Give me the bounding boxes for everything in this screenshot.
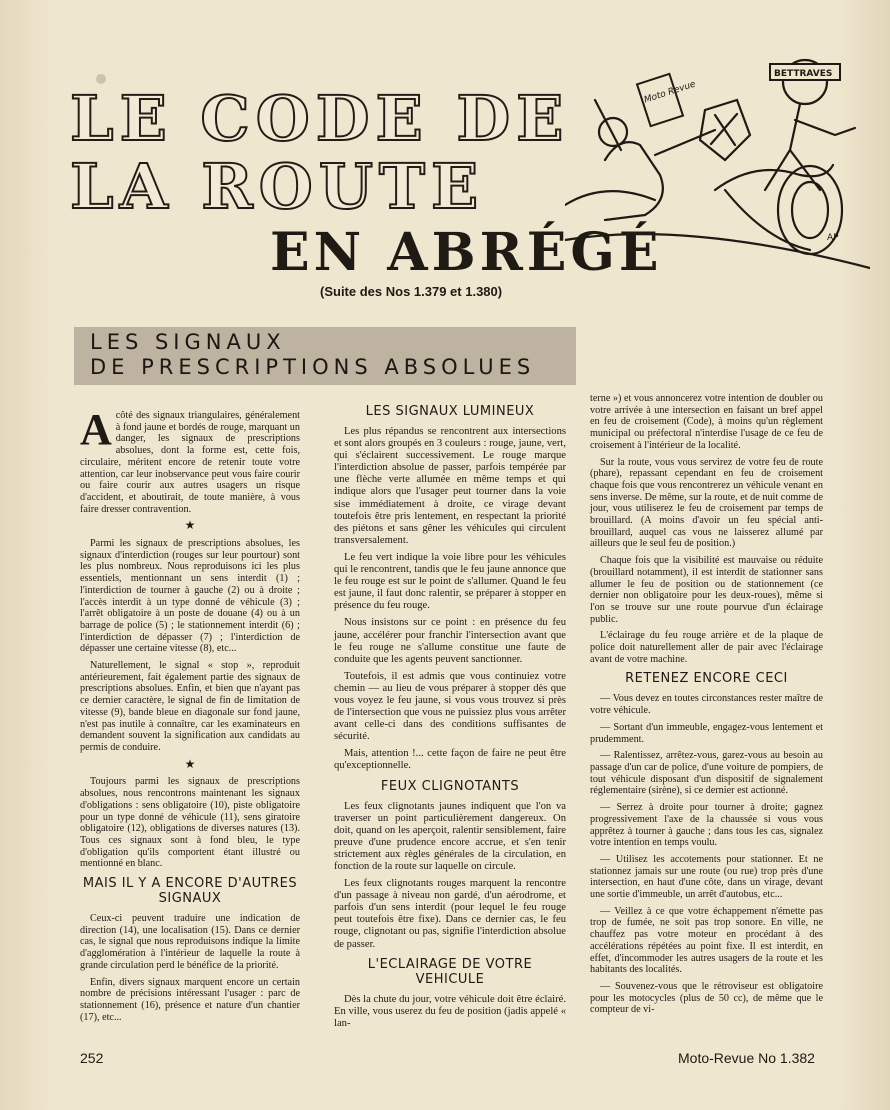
- paragraph: Enfin, divers signaux marquent encore un certain nombre de précisions intéressant l'usager : parc de stationnement (16), présence et nature d'un chantier (17), etc...: [80, 976, 300, 1023]
- paragraph: Mais, attention !... cette façon de faire ne peut être qu'exceptionnelle.: [334, 748, 566, 772]
- section-heading: MAIS IL Y A ENCORE D'AUTRES SIGNAUX: [82, 876, 298, 907]
- section-heading: FEUX CLIGNOTANTS: [380, 778, 520, 794]
- section-title-line-1: LES SIGNAUX: [90, 330, 286, 354]
- paragraph: Chaque fois que la visibilité est mauvaise ou réduite (brouillard notamment), il est interdit de stationner sans allumer le feu de position ou de stationnement (ce dernier non obligatoire pour les deux-roues), même si l'on se trouve sur une route pourvue d'un éclairage public.: [590, 555, 823, 625]
- section-heading: L'ECLAIRAGE DE VOTRE VEHICULE: [367, 956, 533, 987]
- section-title-line-2: DE PRESCRIPTIONS ABSOLUES: [90, 355, 536, 379]
- paragraph: Nous insistons sur ce point : en présence du feu jaune, accélérer pour franchir l'intersection avant que le feu rouge ne s'allume constitue une faute de conduite que les agents peuvent sanctionner.: [334, 617, 566, 665]
- paragraph: terne ») et vous annoncerez votre intention de doubler ou votre arrivée à une intersection en faisant un bref appel en feu de croisement (Code), à moins qu'un règlement municipal ou préfectoral n'interdise l'usage de ce feu de croisement à l'intérieur de la localité.: [590, 393, 823, 451]
- paragraph: Parmi les signaux de prescriptions absolues, les signaux d'interdiction (rouges sur leur pourtour) sont les plus nombreux. Nous reproduisons ici les plus essentiels, mentionnant un sens interdit (1) ; l'interdiction de tourner à gauche (2) ou à droite ; l'accès interdit à un type donné de véhicule (3) ; l'arrêt obligatoire à un poste de douane (4) ou à un barrage de police (5) ; le stationnement interdit (6) ; l'interdiction de dépasser (7) ; l'interdiction de dépasser une certaine vitesse (8), etc...: [80, 538, 300, 655]
- magazine-issue: Moto-Revue No 1.382: [678, 1050, 815, 1066]
- title-line-2: LA ROUTE: [70, 150, 485, 223]
- paragraph: — Veillez à ce que votre échappement n'émette pas trop de fumée, ne soit pas trop sonore. En ville, ne chauffez pas votre moteur en procédant à des accélérations répétées au point fixe. Il est interdit, en effet, d'incommoder les autres usagers de la route et les habitants des localités.: [590, 905, 823, 976]
- paragraph: — Utilisez les accotements pour stationner. Et ne stationnez jamais sur une route (ou rue) trop près d'une intersection, en haut d'une côte, dans un virage, devant une sortie d'immeuble, un arrêt d'autobus, etc...: [590, 853, 823, 901]
- section-heading: RETENEZ ENCORE CECI: [625, 671, 788, 687]
- paragraph: Ceux-ci peuvent traduire une indication de direction (14), une localisation (15). Dans ce dernier cas, le signal que nous reproduisons indique la limite d'agglomération à l'intérieur de laquelle la route à grande circulation perd le bénéfice de la priorité.: [80, 913, 300, 971]
- title-line-3: EN ABRÉGÉ: [270, 222, 663, 283]
- paragraph: Dès la chute du jour, votre véhicule doit être éclairé. En ville, vous userez du feu de position (jadis appelé « lan-: [334, 993, 566, 1029]
- paragraph: côté des signaux triangulaires, généralement à fond jaune et bordés de rouge, marquant un danger, les signaux de prescriptions absolues, dont la forme est, cette fois, circulaire, méritent encore de retenir toute votre attention, car leur inobservance peut vous faire courir ou faire courir aux autres usagers un risque d'accident, et aboutirait, de toute manière, à vous faire dresser contravention.: [80, 410, 300, 515]
- section-heading: LES SIGNAUX LUMINEUX: [365, 404, 535, 419]
- drop-cap: A: [80, 405, 112, 454]
- sign-bettraves: BETTRAVES: [774, 69, 833, 79]
- paragraph: — Sortant d'un immeuble, engagez-vous lentement et prudemment.: [590, 721, 823, 745]
- paragraph: Toujours parmi les signaux de prescriptions absolues, nous rencontrons maintenant les signaux d'obligations : sens obligatoire (10), piste obligatoire pour un type donné de véhicule (11), sens giratoire obligatoire (12), obligations de diverses natures (13). Tous ces signaux sont à fond bleu, le type d'obligation qu'ils comportent étant illustré ou mentionné en blanc.: [80, 776, 300, 870]
- subtitle: (Suite des Nos 1.379 et 1.380): [320, 284, 503, 299]
- sign-moto-revue: Moto Revue: [642, 79, 697, 106]
- paragraph: — Vous devez en toutes circonstances rester maître de votre véhicule.: [590, 693, 823, 717]
- page-number: 252: [80, 1050, 104, 1066]
- section-banner-text: [90, 330, 535, 380]
- article-column-2: [334, 398, 566, 1035]
- separator-star: ★: [184, 756, 196, 771]
- paragraph: Toutefois, il est admis que vous continuiez votre chemin — au lieu de vous préparer à stopper dès que vous voyez le feu jaune, si vous vous trouvez si près de l'intersection que vous ne puissiez plus vous arrêter avant celle-ci dans des conditions suffisantes de sécurité.: [334, 670, 566, 743]
- paragraph: — Souvenez-vous que le rétroviseur est obligatoire pour les motocycles (plus de 50 cc), de même que le compteur de vi-: [590, 980, 823, 1016]
- motorcyclist-illustration: [565, 40, 870, 270]
- paragraph: — Serrez à droite pour tourner à droite; gagnez progressivement l'axe de la chaussée si vous vous apprêtez à tourner à gauche ; dans tous les cas, signalez votre intention en temps voulu.: [590, 802, 823, 849]
- paragraph: Les feux clignotants rouges marquent la rencontre d'un passage à niveau non gardé, d'un aérodrome, et parfois d'un sens interdit (pour lequel le feu rouge peut toutefois être fixe). Dans ce dernier cas, le feu rouge, clignotant ou pas, signifie l'interdiction absolue de passer.: [334, 878, 566, 950]
- paragraph: — Ralentissez, arrêtez-vous, garez-vous au besoin au passage d'un car de police, d'une voiture de pompiers, de tout véhicule disposant d'un dispositif de signalement réglementaire (sirène), si ce dernier est actionné.: [590, 750, 823, 797]
- paragraph: Naturellement, le signal « stop », reproduit antérieurement, fait également partie des signaux de prescriptions absolues. Enfin, et bien que n'ayant pas ce dernier caractère, le signal de fin de limitation de vitesse (9), bande bleue en diagonale sur fond jaune, n'est pas inutile à connaître, car les examinateurs en demandent souvent la signification aux candidats au permis de conduire.: [80, 660, 300, 753]
- article-column-3: [590, 393, 823, 1021]
- paragraph: Les plus répandus se rencontrent aux intersections et sont alors groupés en 3 couleurs : rouge, jaune, vert, qui s'éclairent successivement. Le rouge marque l'interdiction absolue de passer, parfois tempérée par une flèche verte allumée en même temps et qui indique alors que l'usager peut tourner dans la voie sise immédiatement à droite, ce virage devant toutefois être pris lentement, en respectant la priorité des piétons et sans gêner les véhicules qui circulent transversalement.: [334, 426, 566, 546]
- paragraph: Les feux clignotants jaunes indiquent que l'on va traverser un point particulièrement dangereux. On doit, quand on les aperçoit, ralentir sensiblement, faire preuve d'une prudence encore accrue, et s'en tenir strictement aux règles générales de la circulation, en fonction de la route sur laquelle on circule.: [334, 800, 566, 872]
- article-column-1: [80, 405, 300, 1028]
- illustration-signature: AP: [827, 233, 839, 243]
- separator-star: ★: [184, 518, 196, 533]
- paragraph: L'éclairage du feu rouge arrière et de la plaque de police doit naturellement aller de pair avec l'éclairage avant de votre machine.: [590, 630, 823, 665]
- paragraph: Le feu vert indique la voie libre pour les véhicules qui le rencontrent, tandis que le feu jaune annonce que le feu rouge est sur le point de s'allumer. Quand le feu est jaune, il faut donc ralentir, se préparer à stopper en présence du feu rouge.: [334, 551, 566, 612]
- title-line-1: LE CODE DE: [70, 82, 570, 155]
- paragraph: Sur la route, vous vous servirez de votre feu de route (phare), repassant cependant en feu de croisement chaque fois que vous rencontrerez un véhicule venant en sens inverse. De même, sur la route, et de nuit comme de jour, vous utiliserez le feu de croisement par temps de brouillard. (A moins d'avoir un feu spécial anti-brouillard, auquel cas vous ne laisserez allumé par ailleurs que le seul feu de position.): [590, 456, 823, 550]
